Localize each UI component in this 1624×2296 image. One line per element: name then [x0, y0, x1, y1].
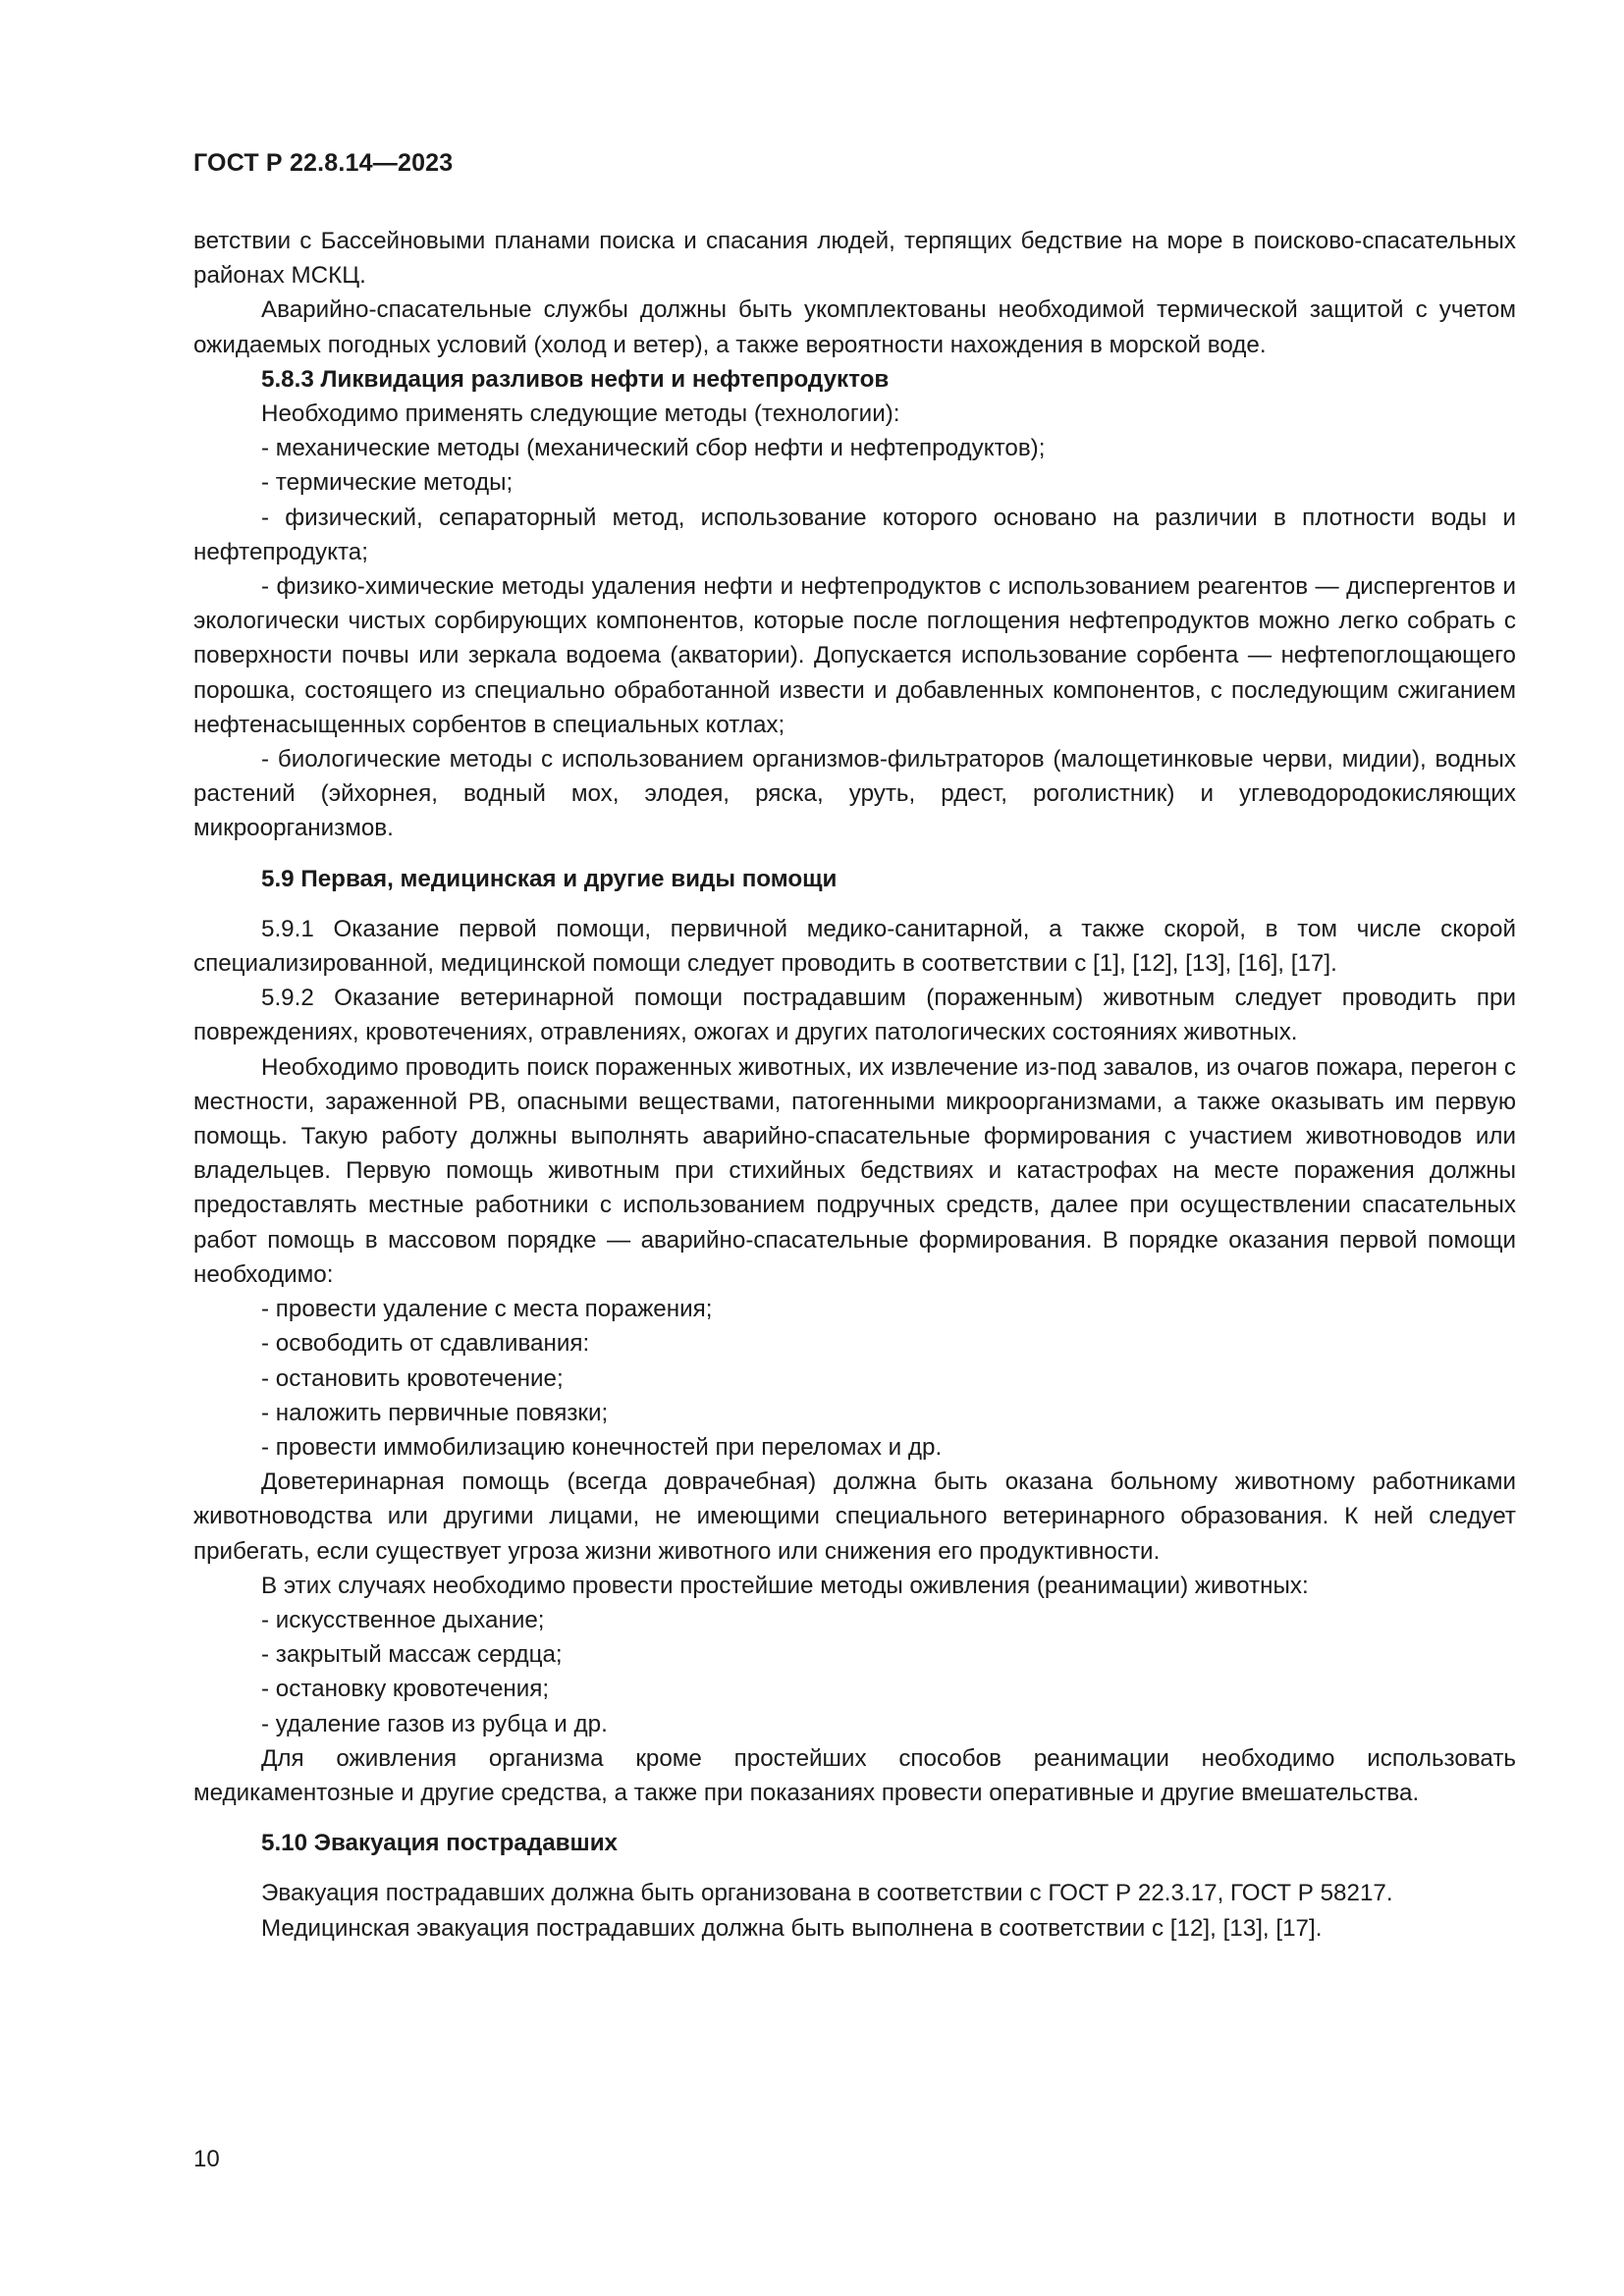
list-item: - остановку кровотечения; [261, 1676, 550, 1703]
paragraph: Необходимо проводить поиск пораженных животных, их извлечение из-под завалов, из очагов пожара, перегон с местности, зараженной РВ, опасными веществами, патогенными микроорганизмами, а также оказывать им первую помощь. Такую работу должны выполнять аварийно-спасательные формирования с участием животноводов или владельцев. Первую помощь животным при стихийных бедствиях и катастрофах на месте поражения должны предоставлять местные работники с использованием подручных средств, далее при осуществлении спасательных работ помощь в массовом порядке — аварийно-спасательные формирования. В порядке оказания первой помощи необходимо: [193, 1053, 1516, 1288]
list-item: - освободить от сдавливания: [261, 1330, 590, 1358]
list-item: - физический, сепараторный метод, использование которого основано на различии в плотности воды и нефтепродукта; [193, 504, 1516, 565]
paragraph: Аварийно-спасательные службы должны быть укомплектованы необходимой термической защитой с учетом ожидаемых погодных условий (холод и ветер), а также вероятности нахождения в морской воде. [193, 296, 1516, 358]
paragraph: Для оживления организма кроме простейших способов реанимации необходимо использовать медикаментозные и другие средства, а также при показаниях провести оперативные и другие вмешательства. [193, 1744, 1516, 1806]
paragraph-continuation: ветствии с Бассейновыми планами поиска и спасания людей, терпящих бедствие на море в поисково-спасательных районах МСКЦ. [193, 228, 1516, 290]
paragraph-5-9-2: 5.9.2 Оказание ветеринарной помощи пострадавшим (пораженным) животным следует проводить при повреждениях, кровотечениях, отравлениях, ожогах и других патологических состояниях животных. [193, 985, 1516, 1046]
paragraph: Необходимо применять следующие методы (технологии): [261, 400, 900, 428]
paragraph-5-9-1: 5.9.1 Оказание первой помощи, первичной медико-санитарной, а также скорой, в том числе скорой специализированной, медицинской помощи следует проводить в соответствии с [1], [12], [13], [16], [17]. [193, 915, 1516, 978]
section-heading-5-8-3: 5.8.3 Ликвидация разливов нефти и нефтепродуктов [261, 365, 890, 393]
list-item: - закрытый массаж сердца; [261, 1641, 563, 1669]
list-item: - наложить первичные повязки; [261, 1399, 609, 1426]
list-item: - провести удаление с места поражения; [261, 1296, 713, 1323]
paragraph: Доветеринарная помощь (всегда доврачебная) должна быть оказана больному животному работниками животноводства или другими лицами, не имеющими специального ветеринарного образования. К ней следует прибегать, если существует угроза жизни животного или снижения его продуктивности. [193, 1468, 1516, 1565]
document-body [193, 224, 1516, 1946]
section-heading-5-9: 5.9 Первая, медицинская и другие виды помощи [261, 865, 838, 892]
list-item: - искусственное дыхание; [261, 1606, 545, 1633]
list-item: - удаление газов из рубца и др. [261, 1710, 608, 1737]
list-item: - биологические методы с использованием организмов-фильтраторов (малощетинковые черви, мидии), водных растений (эйхорнея, водный мох, элодея, ряска, уруть, рдест, роголистник) и углеводородокисляющих микроорганизмов. [193, 746, 1516, 842]
paragraph: В этих случаях необходимо провести простейшие методы оживления (реанимации) животных: [261, 1572, 1309, 1599]
paragraph: Медицинская эвакуация пострадавших должна быть выполнена в соответствии с [12], [13], [17]. [261, 1914, 1323, 1942]
section-heading-5-10: 5.10 Эвакуация пострадавших [261, 1830, 619, 1857]
list-item: - термические методы; [261, 469, 514, 497]
list-item: - механические методы (механический сбор нефти и нефтепродуктов); [261, 435, 1046, 462]
paragraph: Эвакуация пострадавших должна быть организована в соответствии с ГОСТ Р 22.3.17, ГОСТ Р 58217. [261, 1880, 1393, 1907]
list-item: - остановить кровотечение; [261, 1364, 564, 1392]
page-number: 10 [193, 2146, 220, 2172]
list-item: - провести иммобилизацию конечностей при переломах и др. [261, 1433, 943, 1461]
list-item: - физико-химические методы удаления нефти и нефтепродуктов с использованием реагентов — диспергентов и экологически чистых сорбирующих компонентов, которые после поглощения нефтепродуктов можно легко собрать с поверхности почвы или зеркала водоема (акватории). Допускается использование сорбента — нефтепоглощающего порошка, состоящего из специально обработанной извести и добавленных компонентов, с последующим сжиганием нефтенасыщенных сорбентов в специальных котлах; [193, 573, 1516, 738]
document-code-header: ГОСТ Р 22.8.14—2023 [193, 149, 454, 177]
